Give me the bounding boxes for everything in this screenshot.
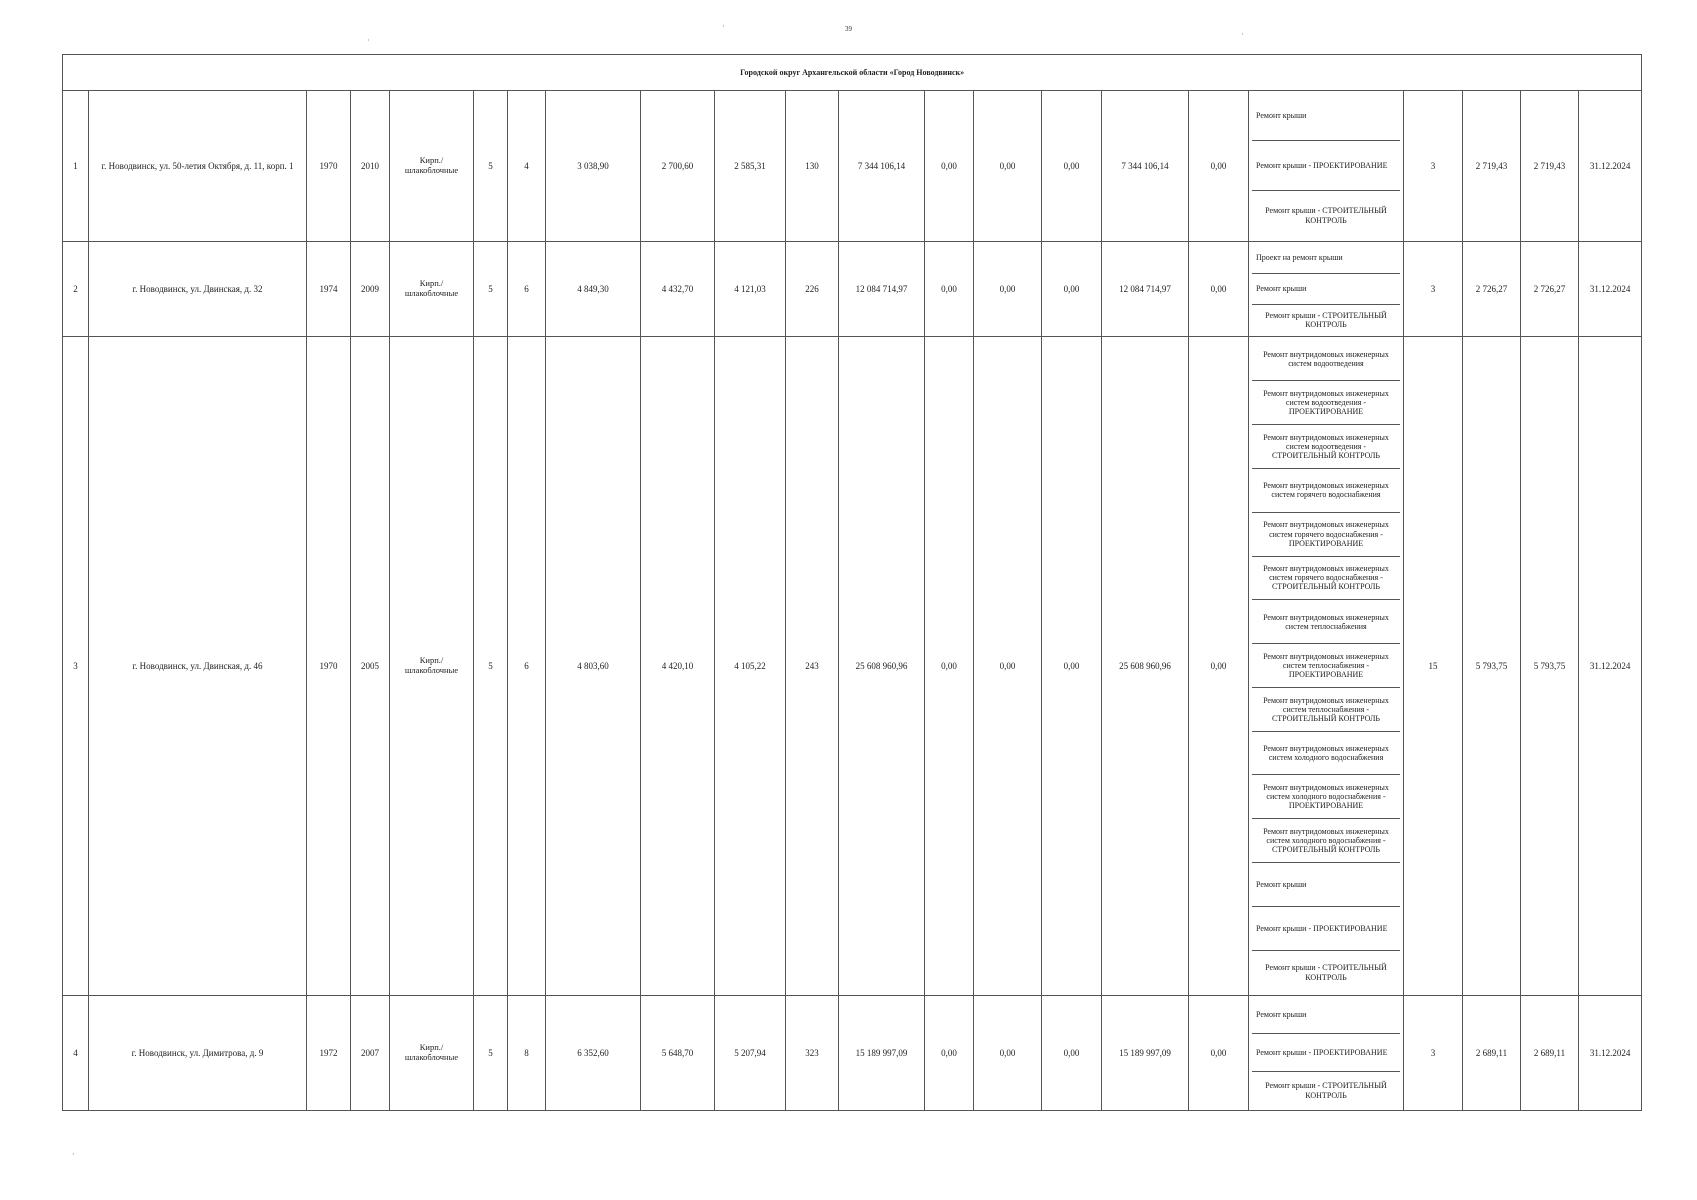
completion-date: 31.12.2024 xyxy=(1579,91,1642,242)
work-types xyxy=(1249,242,1404,337)
work-item: Ремонт крыши - СТРОИТЕЛЬНЫЙ КОНТРОЛЬ xyxy=(1265,206,1387,225)
floor-count: 5 xyxy=(474,337,508,996)
work-item: Ремонт внутридомовых инженерных систем водоотведения - СТРОИТЕЛЬНЫЙ КОНТРОЛЬ xyxy=(1252,425,1400,469)
premises-area: 2 700,60 xyxy=(641,91,715,242)
region-title: Городской округ Архангельской области «Город Новодвинск» xyxy=(63,55,1642,91)
scan-speck: · xyxy=(72,1150,75,1159)
completion-date: 31.12.2024 xyxy=(1579,337,1642,996)
residential-area: 4 121,03 xyxy=(715,242,786,337)
work-item: Ремонт внутридомовых инженерных систем горячего водоснабжения xyxy=(1252,469,1400,513)
cost-fund-5: 0,00 xyxy=(1189,337,1249,996)
scan-speck: · xyxy=(1241,30,1244,39)
cost-owners: 25 608 960,96 xyxy=(1102,337,1189,996)
work-item: Ремонт внутридомовых инженерных систем теплоснабжения - ПРОЕКТИРОВАНИЕ xyxy=(1252,644,1400,688)
work-types xyxy=(1249,996,1404,1111)
house-row xyxy=(63,91,1642,242)
resident-count: 226 xyxy=(786,242,839,337)
floor-count: 5 xyxy=(474,91,508,242)
unit-cost: 2 719,43 xyxy=(1463,91,1521,242)
scan-speck: · xyxy=(722,22,725,31)
entrance-count: 6 xyxy=(508,337,546,996)
total-area: 6 352,60 xyxy=(546,996,641,1111)
completion-date: 31.12.2024 xyxy=(1579,242,1642,337)
house-address: г. Новодвинск, ул. Димитрова, д. 9 xyxy=(89,996,307,1111)
work-item: Проект на ремонт крыши xyxy=(1252,243,1400,274)
resident-count: 243 xyxy=(786,337,839,996)
cost-fund-3: 0,00 xyxy=(1042,91,1102,242)
house-row xyxy=(63,337,1642,996)
work-count: 3 xyxy=(1404,91,1463,242)
year-built: 1970 xyxy=(307,91,351,242)
scan-speck: · xyxy=(367,36,370,45)
work-types xyxy=(1249,91,1404,242)
floor-count: 5 xyxy=(474,242,508,337)
work-item: Ремонт внутридомовых инженерных систем горячего водоснабжения - ПРОЕКТИРОВАНИЕ xyxy=(1252,513,1400,557)
work-item: Ремонт внутридомовых инженерных систем теплоснабжения - СТРОИТЕЛЬНЫЙ КОНТРОЛЬ xyxy=(1252,688,1400,732)
max-unit-cost: 5 793,75 xyxy=(1521,337,1579,996)
cost-fund-1: 0,00 xyxy=(925,337,974,996)
year-last-repair: 2007 xyxy=(351,996,390,1111)
year-built: 1972 xyxy=(307,996,351,1111)
entrance-count: 4 xyxy=(508,91,546,242)
work-item: Ремонт крыши xyxy=(1252,274,1400,305)
work-item: Ремонт крыши xyxy=(1252,863,1400,907)
total-cost: 25 608 960,96 xyxy=(839,337,925,996)
residential-area: 2 585,31 xyxy=(715,91,786,242)
wall-material: Кирп./ шлакоблочные xyxy=(390,337,474,996)
work-item: Ремонт крыши - СТРОИТЕЛЬНЫЙ КОНТРОЛЬ xyxy=(1265,963,1387,982)
work-item: Ремонт крыши - ПРОЕКТИРОВАНИЕ xyxy=(1252,141,1400,191)
page-number: 39 xyxy=(845,25,852,33)
row-number: 3 xyxy=(63,337,89,996)
year-built: 1970 xyxy=(307,337,351,996)
cost-fund-2: 0,00 xyxy=(974,242,1042,337)
cost-fund-3: 0,00 xyxy=(1042,996,1102,1111)
cost-fund-3: 0,00 xyxy=(1042,337,1102,996)
row-number: 1 xyxy=(63,91,89,242)
work-item: Ремонт внутридомовых инженерных систем теплоснабжения xyxy=(1252,600,1400,644)
cost-fund-5: 0,00 xyxy=(1189,91,1249,242)
year-last-repair: 2010 xyxy=(351,91,390,242)
work-item: Ремонт внутридомовых инженерных систем водоотведения - ПРОЕКТИРОВАНИЕ xyxy=(1252,381,1400,425)
house-address: г. Новодвинск, ул. Двинская, д. 32 xyxy=(89,242,307,337)
total-area: 4 803,60 xyxy=(546,337,641,996)
work-item: Ремонт внутридомовых инженерных систем холодного водоснабжения - СТРОИТЕЛЬНЫЙ КОНТРОЛЬ xyxy=(1252,819,1400,863)
house-address: г. Новодвинск, ул. 50-летия Октября, д. 11, корп. 1 xyxy=(89,91,307,242)
max-unit-cost: 2 726,27 xyxy=(1521,242,1579,337)
resident-count: 130 xyxy=(786,91,839,242)
wall-material: Кирп./ шлакоблочные xyxy=(390,996,474,1111)
total-cost: 15 189 997,09 xyxy=(839,996,925,1111)
total-cost: 12 084 714,97 xyxy=(839,242,925,337)
cost-fund-1: 0,00 xyxy=(925,242,974,337)
cost-owners: 7 344 106,14 xyxy=(1102,91,1189,242)
row-number: 2 xyxy=(63,242,89,337)
unit-cost: 2 689,11 xyxy=(1463,996,1521,1111)
premises-area: 5 648,70 xyxy=(641,996,715,1111)
house-row xyxy=(63,242,1642,337)
unit-cost: 2 726,27 xyxy=(1463,242,1521,337)
total-area: 3 038,90 xyxy=(546,91,641,242)
cost-fund-5: 0,00 xyxy=(1189,242,1249,337)
work-item: Ремонт крыши - ПРОЕКТИРОВАНИЕ xyxy=(1252,907,1400,951)
residential-area: 4 105,22 xyxy=(715,337,786,996)
cost-fund-2: 0,00 xyxy=(974,996,1042,1111)
work-item: Ремонт крыши xyxy=(1252,92,1400,142)
row-number: 4 xyxy=(63,996,89,1111)
cost-fund-1: 0,00 xyxy=(925,996,974,1111)
unit-cost: 5 793,75 xyxy=(1463,337,1521,996)
premises-area: 4 420,10 xyxy=(641,337,715,996)
total-area: 4 849,30 xyxy=(546,242,641,337)
work-item: Ремонт крыши - СТРОИТЕЛЬНЫЙ КОНТРОЛЬ xyxy=(1265,310,1387,329)
repair-register-table xyxy=(62,54,1642,1111)
house-row xyxy=(63,996,1642,1111)
work-count: 3 xyxy=(1404,996,1463,1111)
work-item: Ремонт внутридомовых инженерных систем горячего водоснабжения - СТРОИТЕЛЬНЫЙ КОНТРОЛЬ xyxy=(1252,557,1400,601)
house-address: г. Новодвинск, ул. Двинская, д. 46 xyxy=(89,337,307,996)
cost-owners: 15 189 997,09 xyxy=(1102,996,1189,1111)
premises-area: 4 432,70 xyxy=(641,242,715,337)
year-last-repair: 2005 xyxy=(351,337,390,996)
total-cost: 7 344 106,14 xyxy=(839,91,925,242)
max-unit-cost: 2 719,43 xyxy=(1521,91,1579,242)
completion-date: 31.12.2024 xyxy=(1579,996,1642,1111)
entrance-count: 8 xyxy=(508,996,546,1111)
cost-fund-2: 0,00 xyxy=(974,91,1042,242)
cost-fund-5: 0,00 xyxy=(1189,996,1249,1111)
wall-material: Кирп./ шлакоблочные xyxy=(390,242,474,337)
work-item: Ремонт крыши - СТРОИТЕЛЬНЫЙ КОНТРОЛЬ xyxy=(1265,1081,1387,1100)
work-item: Ремонт внутридомовых инженерных систем холодного водоснабжения - ПРОЕКТИРОВАНИЕ xyxy=(1252,775,1400,819)
cost-fund-2: 0,00 xyxy=(974,337,1042,996)
work-count: 15 xyxy=(1404,337,1463,996)
year-last-repair: 2009 xyxy=(351,242,390,337)
wall-material: Кирп./ шлакоблочные xyxy=(390,91,474,242)
cost-owners: 12 084 714,97 xyxy=(1102,242,1189,337)
work-item: Ремонт крыши xyxy=(1252,997,1400,1035)
region-header-row xyxy=(63,55,1642,91)
resident-count: 323 xyxy=(786,996,839,1111)
work-item: Ремонт крыши - ПРОЕКТИРОВАНИЕ xyxy=(1252,1034,1400,1072)
work-types xyxy=(1249,337,1404,996)
work-item: Ремонт внутридомовых инженерных систем холодного водоснабжения xyxy=(1252,732,1400,776)
floor-count: 5 xyxy=(474,996,508,1111)
work-item: Ремонт внутридомовых инженерных систем водоотведения xyxy=(1252,338,1400,382)
cost-fund-3: 0,00 xyxy=(1042,242,1102,337)
residential-area: 5 207,94 xyxy=(715,996,786,1111)
cost-fund-1: 0,00 xyxy=(925,91,974,242)
max-unit-cost: 2 689,11 xyxy=(1521,996,1579,1111)
entrance-count: 6 xyxy=(508,242,546,337)
work-count: 3 xyxy=(1404,242,1463,337)
year-built: 1974 xyxy=(307,242,351,337)
